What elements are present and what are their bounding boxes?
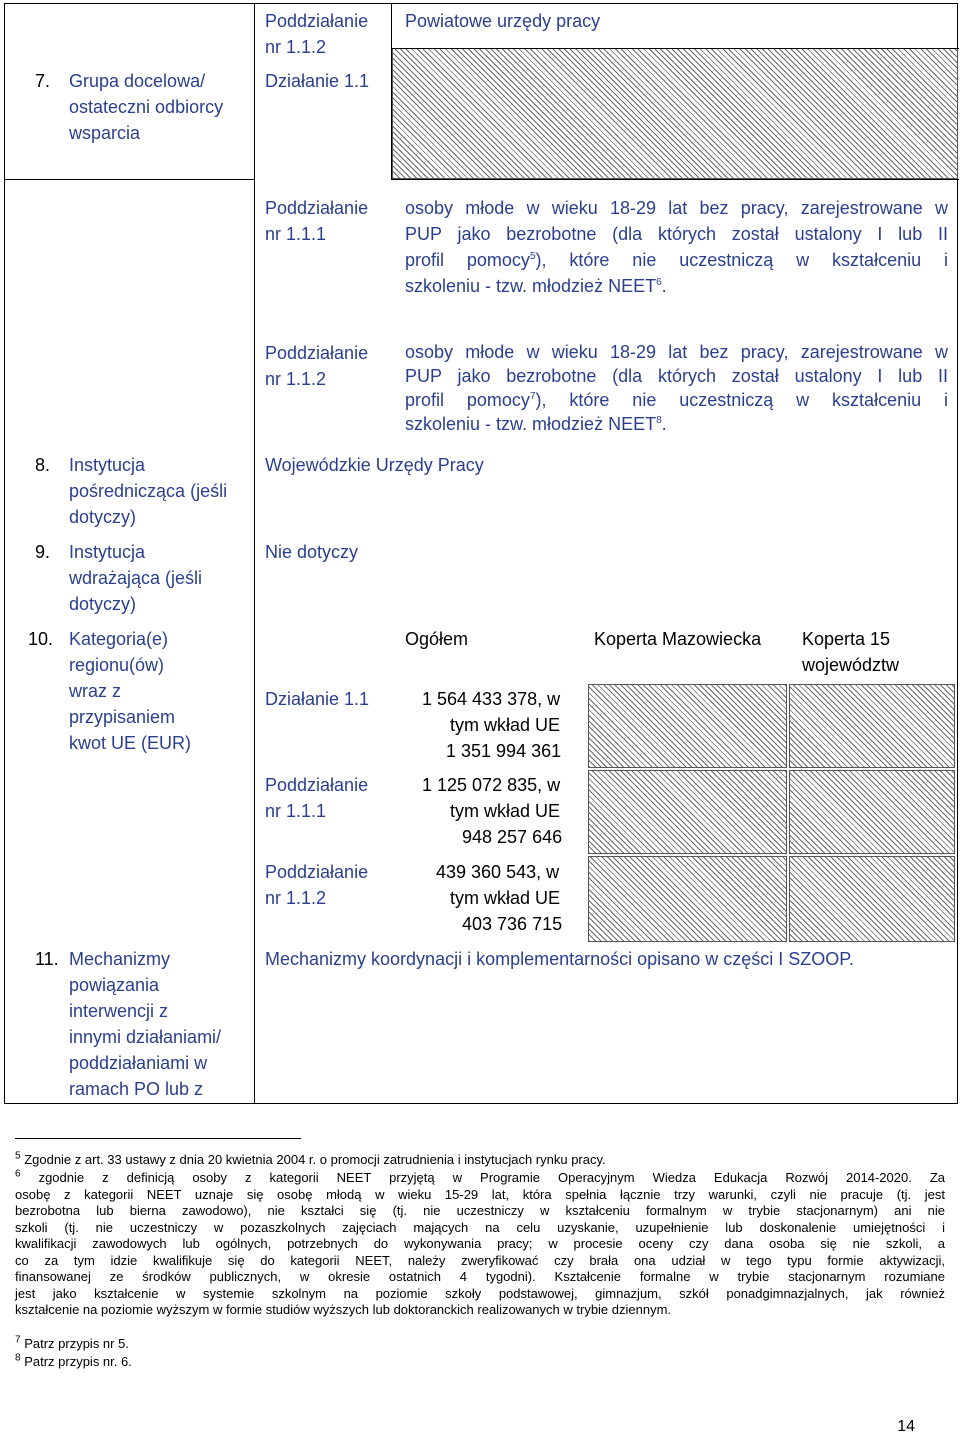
- sub111-label: Poddziałanie: [265, 198, 369, 218]
- footnote-5: $^5$ Zgodnie z art. 33 ustawy z dnia 20 kwietnia 2004 r. o promocji zatrudnienia i instytucjach rynku pracy.: [15, 1150, 606, 1167]
- header-ogolem: Ogółem: [405, 629, 469, 649]
- row7-title-divider: [392, 48, 959, 49]
- funding-label-111-nr: nr 1.1.1: [265, 801, 327, 821]
- row7-label-3: wsparcia: [69, 123, 141, 143]
- funding-value-112-1: 439 360 543, w: [436, 862, 560, 882]
- funding-label-112: Poddziałanie: [265, 862, 369, 882]
- funding-label-dzialanie: Działanie 1.1: [265, 689, 370, 709]
- funding-value-112-3: 403 736 715: [462, 914, 563, 934]
- row7-powiatowe: Powiatowe urzędy pracy: [405, 11, 601, 31]
- row7-hatched-cell: [392, 48, 958, 179]
- funding-value-111-1: 1 125 072 835, w: [422, 775, 561, 795]
- funding-label-112-nr: nr 1.1.2: [265, 888, 327, 908]
- koperta-15-hatch-1: [789, 684, 955, 768]
- row8-label-2: pośrednicząca (jeśli: [69, 481, 228, 501]
- sub112-label: Poddziałanie: [265, 343, 369, 363]
- row11-label-1: Mechanizmy: [69, 949, 171, 969]
- row8-label-1: Instytucja: [69, 455, 146, 475]
- row8-value: Wojewódzkie Urzędy Pracy: [265, 455, 484, 475]
- row9-label-1: Instytucja: [69, 542, 146, 562]
- koperta-mazowiecka-hatch-2: [588, 770, 787, 854]
- page-number: 14: [897, 1418, 915, 1435]
- footnote-8: $^8$ Patrz przypis nr. 6.: [15, 1352, 132, 1369]
- sub111-label-nr: nr 1.1.1: [265, 224, 327, 244]
- row11-label-3: interwencji z: [69, 1001, 169, 1021]
- row11-label-5: poddziałaniami w: [69, 1053, 208, 1073]
- row7-poddzialanie-112-nr: nr 1.1.2: [265, 37, 327, 57]
- row10-label-5: kwot UE (EUR): [69, 733, 192, 753]
- row8-label-3: dotyczy): [69, 507, 137, 527]
- funding-value-111-2: tym wkład UE: [450, 801, 561, 821]
- sub112-label-nr: nr 1.1.2: [265, 369, 327, 389]
- sub112-description: osoby młode w wieku 18-29 lat bez pracy, zarejestrowane w PUP jako bezrobotne (dla których został ustalony I lub II profil pomocy$^7$), które nie uczestniczą w kształceniu i szkoleniu - tzw. młodzież NEET$^8$.: [405, 342, 948, 434]
- row7-poddzialanie-112: Poddziałanie: [265, 11, 369, 31]
- funding-value-dzialanie-1: 1 564 433 378, w: [422, 689, 561, 709]
- funding-value-112-2: tym wkład UE: [450, 888, 561, 908]
- row11-value: Mechanizmy koordynacji i komplementarności opisano w części I SZOOP.: [265, 949, 854, 969]
- koperta-15-hatch-3: [789, 856, 955, 942]
- row9-label-2: wdrażająca (jeśli: [69, 568, 203, 588]
- row11-label-4: innymi działaniami/: [69, 1027, 222, 1047]
- koperta-mazowiecka-hatch-1: [588, 684, 787, 768]
- row9-num: 9.: [35, 542, 51, 562]
- row11-num: 11.: [35, 949, 59, 969]
- footnote-7: $^7$ Patrz przypis nr 5.: [15, 1334, 129, 1351]
- funding-label-111: Poddziałanie: [265, 775, 369, 795]
- row10-num: 10.: [28, 629, 54, 649]
- row11-label-2: powiązania: [69, 975, 160, 995]
- header-koperta-mazowiecka: Koperta Mazowiecka: [594, 629, 762, 649]
- header-koperta-15: Koperta 15: [802, 629, 891, 649]
- row7-label-1: Grupa docelowa/: [69, 71, 206, 91]
- program-table: [4, 3, 958, 1104]
- koperta-15-hatch-2: [789, 770, 955, 854]
- row7-num: 7.: [35, 71, 51, 91]
- col-divider-label: [254, 4, 255, 1103]
- koperta-mazowiecka-hatch-3: [588, 856, 787, 942]
- row7-top-divider: [5, 179, 255, 180]
- funding-value-dzialanie-2: tym wkład UE: [450, 715, 561, 735]
- row10-label-3: wraz z: [69, 681, 122, 701]
- row7-header-bottom: [391, 179, 959, 180]
- funding-value-111-3: 948 257 646: [462, 827, 563, 847]
- row10-label-1: Kategoria(e): [69, 629, 169, 649]
- row8-num: 8.: [35, 455, 51, 475]
- footnote-separator: [15, 1138, 301, 1139]
- row11-label-6: ramach PO lub z: [69, 1079, 204, 1099]
- row7-dzialanie-11: Działanie 1.1: [265, 71, 370, 91]
- header-wojewodztw: województw: [802, 655, 900, 675]
- row10-label-4: przypisaniem: [69, 707, 176, 727]
- footnote-6: $^6$ zgodnie z definicją osoby z kategorii NEET przyjętą w Programie Operacyjnym Wiedza Edukacja Rozwój 2014-2020. Za osobę z kategorii NEET uznaje się osobę młodą w wieku 15-29 lat, która spełnia łącznie trzy warunki, czyli nie pracuje (tj. jest bezrobotna lub bierna zawodowo), nie kształci się (tj. nie uczestniczy w kształceniu formalnym w trybie stacjonarnym) ani nie szkoli (tj. nie uczestniczy w pozaszkolnych zajęciach mających na celu uzyskanie, uzupełnienie lub doskonalenie umiejętności i kwalifikacji zawodowych lub ogólnych, potrzebnych do wykonywania pracy; w procesie oceny czy dana osoba się nie szkoli, a co za tym idzie kwalifikuje się do kategorii NEET, należy zweryfikować czy brała ona udział w tego typu formie aktywizacji, finansowanej ze środków publicznych, w okresie ostatnich 4 tygodni). Kształcenie formalne w trybie stacjonarnym rozumiane jest jako kształcenie w systemie szkolnym na poziomie szkoły podstawowej, gimnazjum, szkół ponadgimnazjalnych, jak również kształcenie na poziomie wyższym w formie studiów wyższych lub doktoranckich realizowanych w trybie dziennym.: [15, 1168, 945, 1317]
- row9-label-3: dotyczy): [69, 594, 137, 614]
- row7-label-2: ostateczni odbiorcy: [69, 97, 224, 117]
- sub111-description: osoby młode w wieku 18-29 lat bez pracy, zarejestrowane w PUP jako bezrobotne (dla których został ustalony I lub II profil pomocy$^5$), które nie uczestniczą w kształceniu i szkoleniu - tzw. młodzież NEET$^6$.: [405, 198, 948, 296]
- row9-value: Nie dotyczy: [265, 542, 359, 562]
- funding-value-dzialanie-3: 1 351 994 361: [446, 741, 562, 761]
- row10-label-2: regionu(ów): [69, 655, 165, 675]
